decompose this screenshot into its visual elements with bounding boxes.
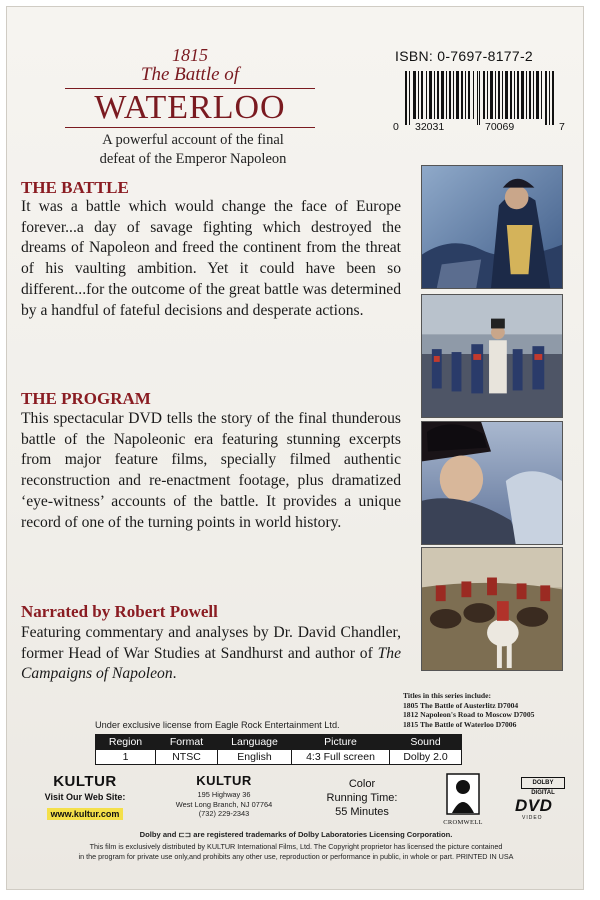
spec-value-language: English [218,750,292,765]
program-text: This spectacular DVD tells the story of the final thunderous battle of the Napoleonic era featuring stunning excerpts from major feature films, specially filmed authentic reconstruction and re-enactment footage, plus dramatized ‘eye-witness’ accounts of the battle. It provides a unique record of one of the turning points in world history. [21,410,401,531]
kultur-address-block [163,773,285,819]
tagline-line-2: defeat of the Emperor Napoleon [99,151,287,167]
battle-text: It was a battle which would change the face of Europe forever...a day of savage fighting which destroyed the dreams of Napoleon and freed the continent from the threat of his vaulting ambition. Yet it could have been so different...for the outcome of the great battle was determined by a handful of fateful decisions and desperate actions. [21,198,401,319]
spec-value-row [96,750,462,765]
still-photo-officer [421,165,563,289]
series-heading: Titles in this series include: [403,691,492,700]
dolby-digital-badge: DOLBY DIGITAL [521,777,565,789]
barcode-digit-group-1: 32031 [415,121,445,133]
narrator-text-end: . [172,665,177,683]
spec-table [95,734,462,765]
kultur-logo-block [37,773,133,821]
title-subtitle: The Battle of [140,64,240,85]
color-label: Color [348,778,376,790]
address-line-2: West Long Branch, NJ 07764 [175,799,273,809]
legal-dolby-trademark: Dolby and ⊏⊐ are registered trademarks of Dolby Laboratories Licensing Corporation. [139,830,453,839]
spec-header-picture: Picture [292,735,390,750]
license-note: Under exclusive license from Eagle Rock Entertainment Ltd. [95,720,340,730]
cromwell-label: CROMWELL [443,819,483,826]
website-link[interactable]: www.kultur.com [47,808,124,820]
running-time-value: 55 Minutes [335,806,389,818]
kultur-logo-secondary: KULTUR [196,773,252,788]
spec-value-picture: 4:3 Full screen [292,750,390,765]
spec-header-sound: Sound [390,735,462,750]
program-heading: THE PROGRAM [21,389,151,408]
spec-header-format: Format [156,735,218,750]
spec-header-language: Language [218,735,292,750]
series-list [403,691,584,729]
running-time-label: Running Time: [326,792,398,804]
spec-header-region: Region [96,735,156,750]
address-line-3: (732) 229-2343 [198,809,250,818]
spec-value-format: NTSC [156,750,218,765]
narrator-heading: Narrated by Robert Powell [21,602,218,621]
narrator-text [21,623,401,685]
narrator-text-main: Featuring commentary and analyses by Dr. David Chandler, former Head of War Studies at Sandhurst and author of [21,624,401,662]
tagline [73,131,313,169]
dvd-video-label: VIDEO [522,815,543,821]
barcode-image [405,71,555,125]
cromwell-logo [437,773,489,829]
isbn-label: ISBN: 0-7697-8177-2 [395,48,534,64]
address-line-1: 195 Highway 36 [197,790,251,799]
series-item: 1815 The Battle of Waterloo D7006 [403,719,517,729]
still-photo-napoleon [421,421,563,545]
legal-private-use: in the program for private use only,and prohibits any other use, reproduction or performance in public, in whole or part. PRINTED IN USA [78,852,514,861]
title-year: 1815 [172,45,208,65]
cromwell-crest-icon [446,773,480,815]
book-title: The Campaigns of Napoleon [21,644,401,683]
barcode-digit-prefix: 0 [393,121,399,133]
kultur-logo: KULTUR [53,773,117,790]
series-item: 1805 The Battle of Austerlitz D7004 [403,700,519,710]
legal-distribution: This film is exclusively distributed by KULTUR International Films, Ltd. The Copyright proprietor has licensed the picture contained [89,842,503,851]
page-title: WATERLOO [94,89,286,126]
visit-label: Visit Our Web Site: [44,792,126,802]
still-photo-infantry [421,294,563,418]
spec-value-sound: Dolby 2.0 [390,750,462,765]
title-block [65,45,315,128]
dvd-logo: DVD [515,796,553,815]
title-rule-bottom [65,127,315,128]
dvd-back-cover [6,6,584,890]
spec-header-row [96,735,462,750]
tagline-line-1: A powerful account of the final [102,132,284,148]
barcode-digit-check: 7 [559,121,565,133]
barcode-digit-group-2: 70069 [485,121,515,133]
still-photo-cavalry [421,547,563,671]
series-item: 1812 Napoleon's Road to Moscow D7005 [403,710,535,719]
runtime-block [307,777,417,819]
spec-value-region: 1 [96,750,156,765]
battle-heading: THE BATTLE [21,178,129,197]
